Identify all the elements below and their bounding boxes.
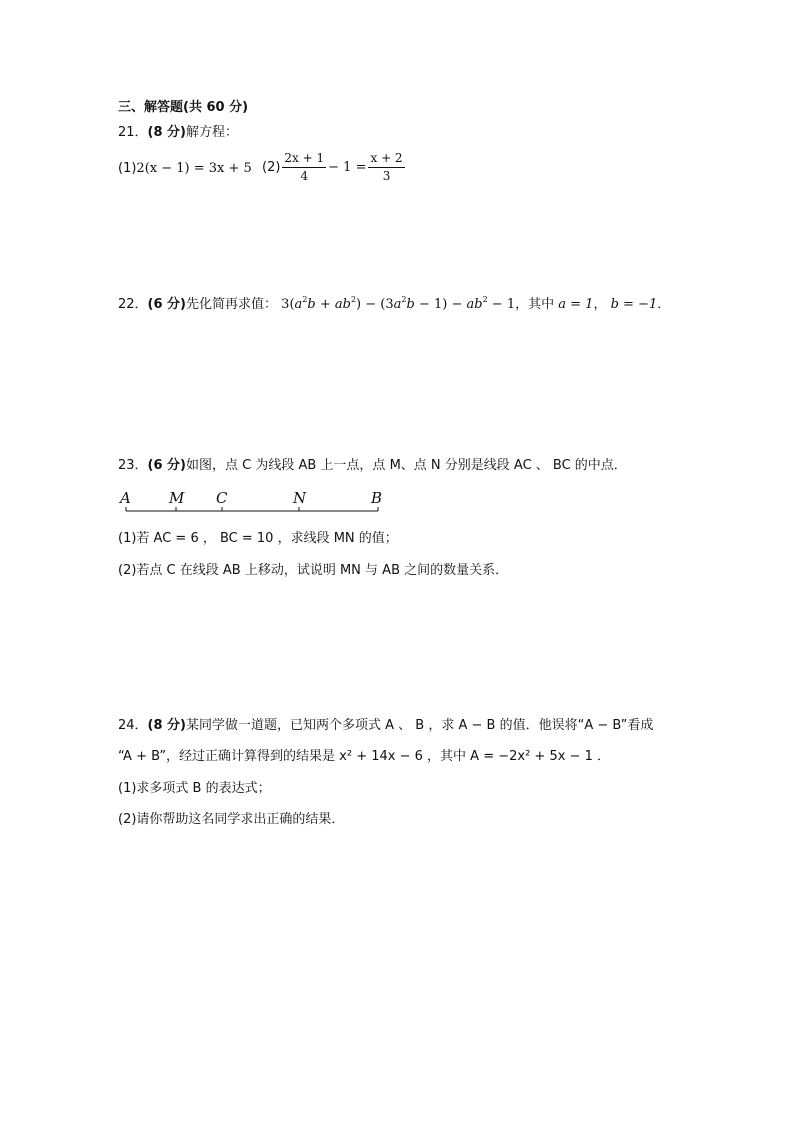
question-prompt: 先化简再求值： (186, 297, 278, 312)
condition-prefix: ，其中 (515, 297, 555, 312)
question-score: (6 分) (147, 458, 187, 473)
question-score: (8 分) (147, 718, 187, 733)
numerator: 2x + 1 (282, 151, 326, 168)
question-number: 21． (118, 125, 148, 140)
denominator: 3 (382, 169, 391, 183)
question-21-part-2 (262, 151, 407, 184)
condition-a: a = 1 (558, 297, 594, 312)
question-number: 24． (118, 718, 148, 733)
part-label: (1) (118, 161, 137, 176)
point-label-n: N (293, 489, 307, 507)
question-24-line-1 (118, 717, 653, 735)
point-label-b: B (371, 489, 383, 507)
condition-separator: ， (593, 297, 607, 312)
question-24-part-1: (1)求多项式 B 的表达式； (118, 781, 271, 796)
question-number: 22． (118, 297, 148, 312)
part-label: (2) (262, 160, 281, 175)
fraction-right (368, 151, 404, 184)
question-24-part-2: (2)请你帮助这名同学求出正确的结果． (118, 812, 345, 827)
question-number: 23． (118, 458, 148, 473)
question-22 (118, 296, 670, 314)
question-23-part-2: (2)若点 C 在线段 AB 上移动，试说明 MN 与 AB 之间的数量关系． (118, 563, 509, 578)
point-label-m: M (169, 489, 185, 507)
question-24-line-2: “A + B”，经过正确计算得到的结果是 x² + 14x − 6 ，其中 A = −2x² + 5x − 1 ． (118, 749, 610, 764)
denominator: 4 (300, 169, 309, 183)
sentence-end: ． (657, 297, 671, 312)
segment-line (118, 488, 388, 518)
point-label-a: A (120, 489, 131, 507)
question-score: (6 分) (147, 297, 187, 312)
segment-diagram (118, 488, 388, 518)
question-21-header (118, 124, 238, 142)
condition-b: b = −1 (610, 297, 658, 312)
section-title: 三、解答题(共 60 分) (118, 100, 249, 115)
question-21-part-1 (118, 160, 252, 178)
equation-middle: − 1 = (328, 160, 367, 175)
fraction-left (282, 151, 326, 184)
point-label-c: C (216, 489, 228, 507)
question-23-part-1: (1)若 AC = 6 ， BC = 10 ，求线段 MN 的值； (118, 531, 398, 546)
question-text: 如图，点 C 为线段 AB 上一点，点 M、点 N 分别是线段 AC 、 BC 的中点． (186, 458, 627, 473)
numerator: x + 2 (368, 151, 404, 168)
question-text: 某同学做一道题，已知两个多项式 A 、 B ，求 A − B 的值．他误将“A − B”看成 (186, 718, 654, 733)
equation: 2(x − 1) = 3x + 5 (136, 161, 252, 176)
question-prompt: 解方程： (186, 125, 239, 140)
question-23-header (118, 457, 627, 475)
question-score: (8 分) (147, 125, 187, 140)
expression: $3(a^2b + ab^2) - (3a^2b - 1) - ab^2 - 1$ (281, 295, 516, 312)
